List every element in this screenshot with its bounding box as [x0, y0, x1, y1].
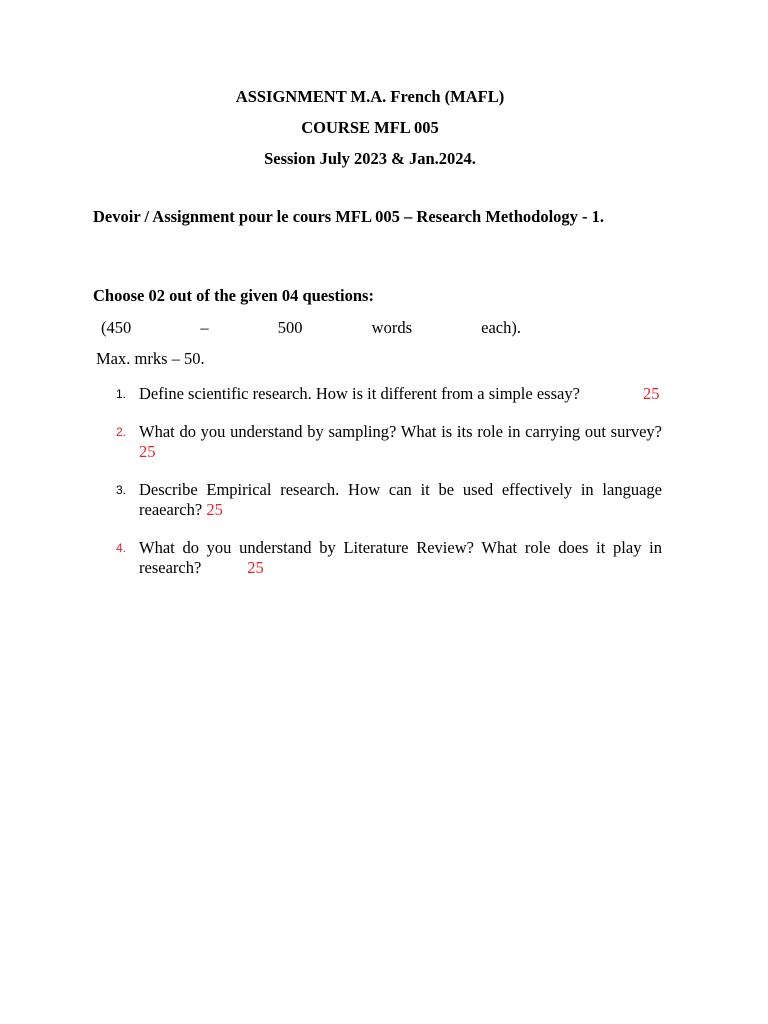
- course-code: COURSE MFL 005: [301, 118, 439, 137]
- question-number: 1.: [116, 387, 127, 401]
- question-marks: 25: [643, 384, 660, 403]
- question-marks: 25: [139, 442, 156, 461]
- question-number: 4.: [116, 541, 127, 555]
- assignment-title: ASSIGNMENT M.A. French (MAFL): [235, 87, 505, 106]
- question-text: Define scientific research. How is it different from a simple essay?: [139, 384, 580, 403]
- max-marks: Max. mrks – 50.: [96, 349, 205, 368]
- question-marks: 25: [206, 500, 223, 519]
- word-limit-line: [101, 318, 521, 338]
- question-text: What do you understand by sampling? What is its role in carrying out survey? 25: [139, 422, 662, 461]
- question-number: 2.: [116, 425, 127, 439]
- question-marks: 25: [247, 558, 264, 577]
- question-number: 3.: [116, 483, 127, 497]
- session-line: Session July 2023 & Jan.2024.: [264, 149, 476, 168]
- word-limit-part: (450: [101, 318, 132, 337]
- choose-instruction: Choose 02 out of the given 04 questions:: [93, 286, 374, 305]
- assignment-description: Devoir / Assignment pour le cours MFL 005 – Research Methodology - 1.: [93, 207, 605, 226]
- word-limit-part: –: [200, 318, 209, 337]
- question-text: What do you understand by Literature Review? What role does it play in research? 25: [139, 538, 662, 577]
- question-text: Describe Empirical research. How can it be used effectively in language reaearch? 25: [139, 480, 662, 519]
- word-limit-part: 500: [277, 318, 303, 337]
- word-limit-part: each).: [481, 318, 521, 337]
- word-limit-part: words: [371, 318, 413, 337]
